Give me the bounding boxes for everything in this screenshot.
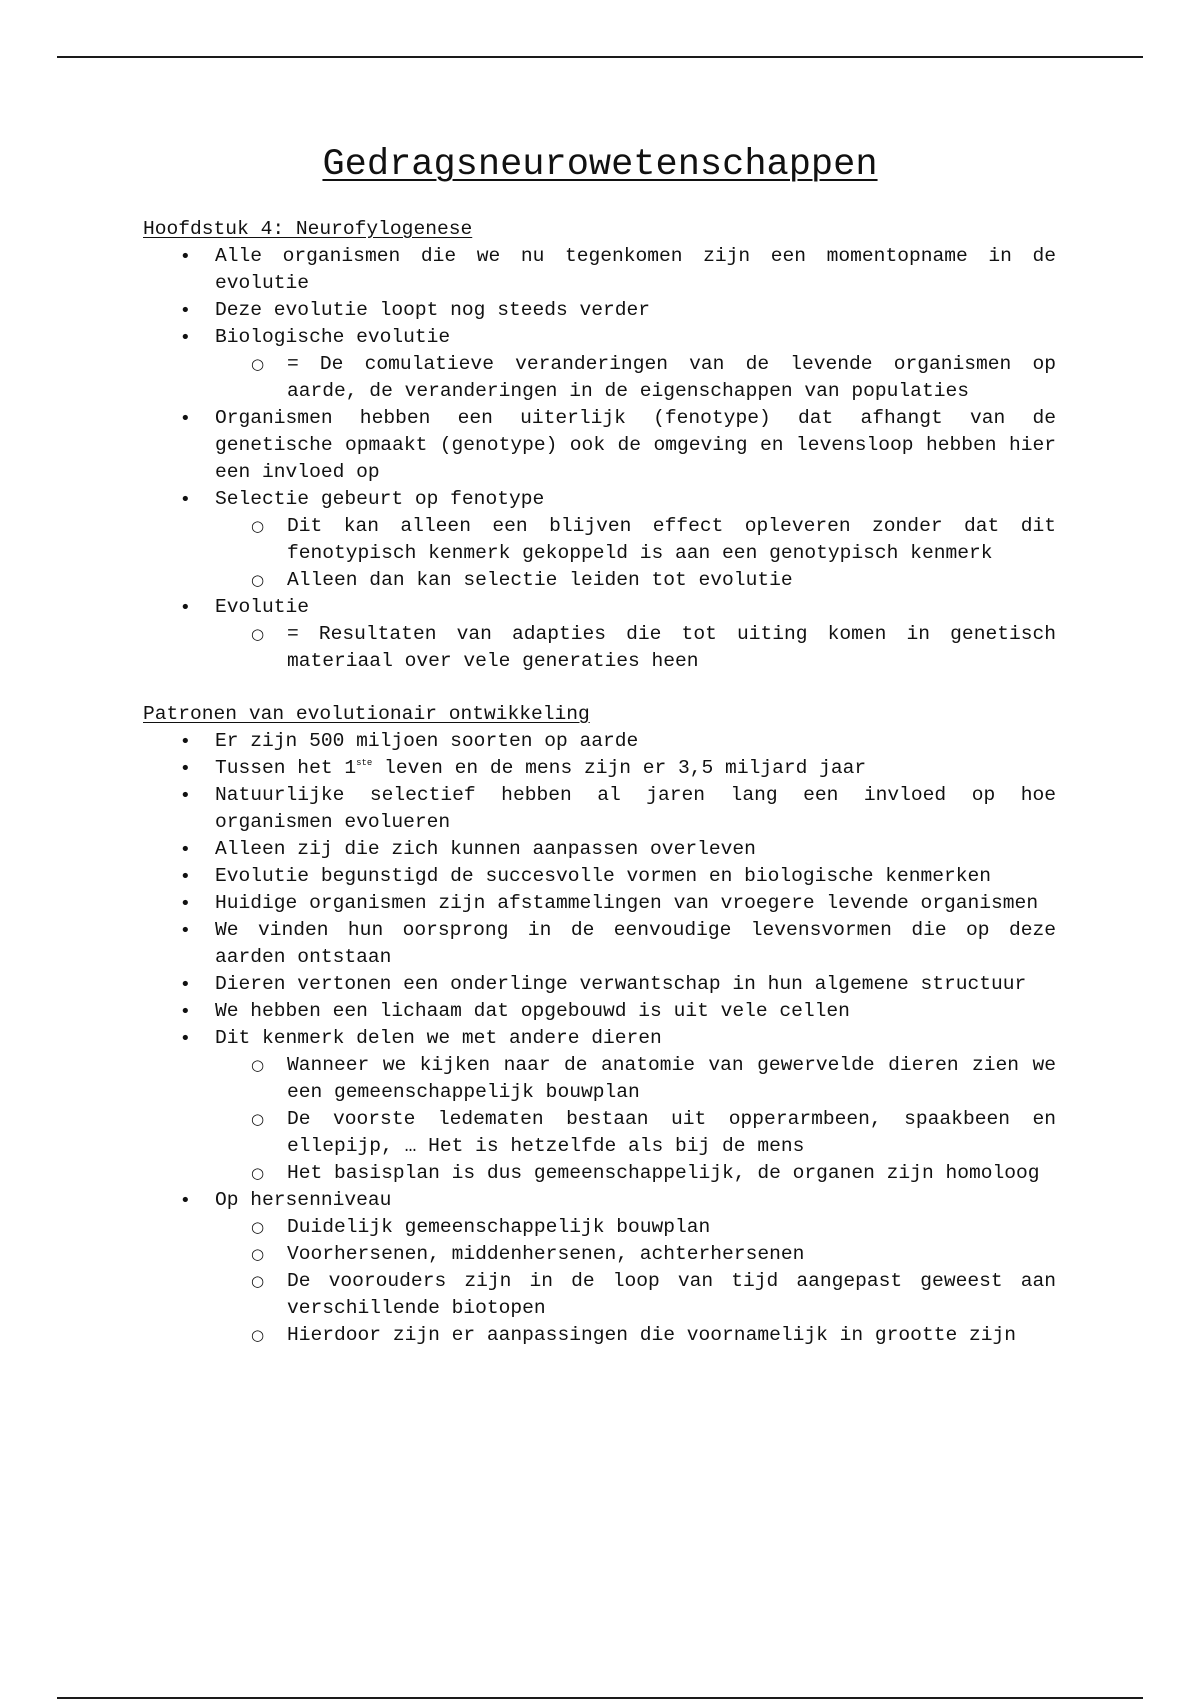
sub-list-item: ○ Het basisplan is dus gemeenschappelijk, de organen zijn homoloog <box>215 1160 1056 1187</box>
document-body <box>143 216 1056 1349</box>
bullet-icon: • <box>180 1028 191 1049</box>
sub-list <box>215 1052 1056 1187</box>
list-item: • We hebben een lichaam dat opgebouwd is uit vele cellen <box>143 998 1056 1025</box>
section-neurofylogenese <box>143 216 1056 675</box>
bullet-icon: • <box>180 489 191 510</box>
bullet-icon: • <box>180 839 191 860</box>
list-item: • Biologische evolutie ○ = De comulatieve veranderingen van de levende organismen op aarde, de veranderingen in de eigenschappen van populaties <box>143 324 1056 405</box>
bullet-icon: • <box>180 246 191 267</box>
header-rule <box>57 56 1143 58</box>
bullet-list <box>143 243 1056 675</box>
circle-bullet-icon: ○ <box>251 571 265 589</box>
sub-list <box>215 1214 1056 1349</box>
circle-bullet-icon: ○ <box>251 1110 265 1128</box>
sub-list-item: ○ Duidelijk gemeenschappelijk bouwplan <box>215 1214 1056 1241</box>
sub-list-item: ○ = Resultaten van adapties die tot uiting komen in genetisch materiaal over vele generaties heen <box>251 623 1056 672</box>
list-item: • Dit kenmerk delen we met andere dieren ○ Wanneer we kijken naar de anatomie van gewervelde dieren zien we een gemeenschappelijk bouwplan ○ De voorste ledematen bestaan uit opperarmbeen, spaakbeen en ellepijp, … Het is hetzelfde als bij de mens ○ Het basisplan is dus gemeenschappelijk, de organen zijn homoloog <box>143 1025 1056 1187</box>
circle-bullet-icon: ○ <box>251 1245 265 1263</box>
list-item: • Er zijn 500 miljoen soorten op aarde <box>143 728 1056 755</box>
sub-list <box>215 621 1056 675</box>
circle-bullet-icon: ○ <box>251 1218 265 1236</box>
sub-list-item: ○ Voorhersenen, middenhersenen, achterhersenen <box>215 1241 1056 1268</box>
list-item: • Evolutie begunstigd de succesvolle vormen en biologische kenmerken <box>143 863 1056 890</box>
footer-rule <box>57 1697 1143 1699</box>
circle-bullet-icon: ○ <box>251 1164 265 1182</box>
bullet-icon: • <box>180 758 191 779</box>
bullet-icon: • <box>180 920 191 941</box>
sub-list-item: ○ De voorouders zijn in de loop van tijd aangepast geweest aan verschillende biotopen <box>251 1270 1056 1319</box>
bullet-icon: • <box>180 866 191 887</box>
bullet-list <box>143 728 1056 1349</box>
bullet-icon: • <box>180 1190 191 1211</box>
section-patronen <box>143 701 1056 1349</box>
section-heading: Patronen van evolutionair ontwikkeling <box>143 703 590 725</box>
list-item: • Alleen zij die zich kunnen aanpassen overleven <box>143 836 1056 863</box>
bullet-icon: • <box>180 300 191 321</box>
list-item: • Huidige organismen zijn afstammelingen van vroegere levende organismen <box>143 890 1056 917</box>
list-item: • Tussen het 1ste leven en de mens zijn er 3,5 miljard jaar <box>143 755 1056 782</box>
list-item: • Deze evolutie loopt nog steeds verder <box>143 297 1056 324</box>
sub-list <box>215 351 1056 405</box>
circle-bullet-icon: ○ <box>251 517 265 535</box>
list-item: • We vinden hun oorsprong in de eenvoudige levensvormen die op deze aarden ontstaan <box>180 919 1056 968</box>
page-title: Gedragsneurowetenschappen <box>322 144 878 186</box>
bullet-icon: • <box>180 408 191 429</box>
sub-list-item: ○ Dit kan alleen een blijven effect opleveren zonder dat dit fenotypisch kenmerk gekoppeld is aan een genotypisch kenmerk <box>251 515 1056 564</box>
bullet-icon: • <box>180 974 191 995</box>
circle-bullet-icon: ○ <box>251 1056 265 1074</box>
sub-list-item: ○ Wanneer we kijken naar de anatomie van gewervelde dieren zien we een gemeenschappelijk bouwplan <box>251 1054 1056 1103</box>
list-item: • Alle organismen die we nu tegenkomen zijn een momentopname in de evolutie <box>180 245 1056 294</box>
sub-list <box>215 513 1056 594</box>
bullet-icon: • <box>180 785 191 806</box>
bullet-icon: • <box>180 597 191 618</box>
sub-list-item: ○ Alleen dan kan selectie leiden tot evolutie <box>215 567 1056 594</box>
bullet-icon: • <box>180 893 191 914</box>
list-item: • Natuurlijke selectief hebben al jaren lang een invloed op hoe organismen evolueren <box>180 784 1056 833</box>
bullet-icon: • <box>180 1001 191 1022</box>
list-item: • Dieren vertonen een onderlinge verwantschap in hun algemene structuur <box>143 971 1056 998</box>
bullet-icon: • <box>180 327 191 348</box>
sub-list-item: ○ De voorste ledematen bestaan uit opperarmbeen, spaakbeen en ellepijp, … Het is hetzelfde als bij de mens <box>251 1108 1056 1157</box>
circle-bullet-icon: ○ <box>251 1326 265 1344</box>
list-item: • Op hersenniveau ○ Duidelijk gemeenschappelijk bouwplan ○ Voorhersenen, middenhersenen, achterhersenen ○ De voorouders zijn in de loop van tijd aangepast geweest aan verschillende biotopen ○ Hierdoor zijn er aanpassingen die voornamelijk in grootte zijn <box>143 1187 1056 1349</box>
list-item: • Organismen hebben een uiterlijk (fenotype) dat afhangt van de genetische opmaakt (genotype) ook de omgeving en levensloop hebben hier een invloed op <box>180 407 1056 483</box>
circle-bullet-icon: ○ <box>251 625 265 643</box>
list-item: • Evolutie ○ = Resultaten van adapties die tot uiting komen in genetisch materiaal over vele generaties heen <box>143 594 1056 675</box>
sub-list-item: ○ = De comulatieve veranderingen van de levende organismen op aarde, de veranderingen in de eigenschappen van populaties <box>251 353 1056 402</box>
bullet-icon: • <box>180 731 191 752</box>
circle-bullet-icon: ○ <box>251 355 265 373</box>
superscript: ste <box>356 758 373 768</box>
circle-bullet-icon: ○ <box>251 1272 265 1290</box>
list-item: • Selectie gebeurt op fenotype ○ Dit kan alleen een blijven effect opleveren zonder dat dit fenotypisch kenmerk gekoppeld is aan een genotypisch kenmerk ○ Alleen dan kan selectie leiden tot evolutie <box>143 486 1056 594</box>
section-heading: Hoofdstuk 4: Neurofylogenese <box>143 218 473 240</box>
sub-list-item: ○ Hierdoor zijn er aanpassingen die voornamelijk in grootte zijn <box>215 1322 1056 1349</box>
